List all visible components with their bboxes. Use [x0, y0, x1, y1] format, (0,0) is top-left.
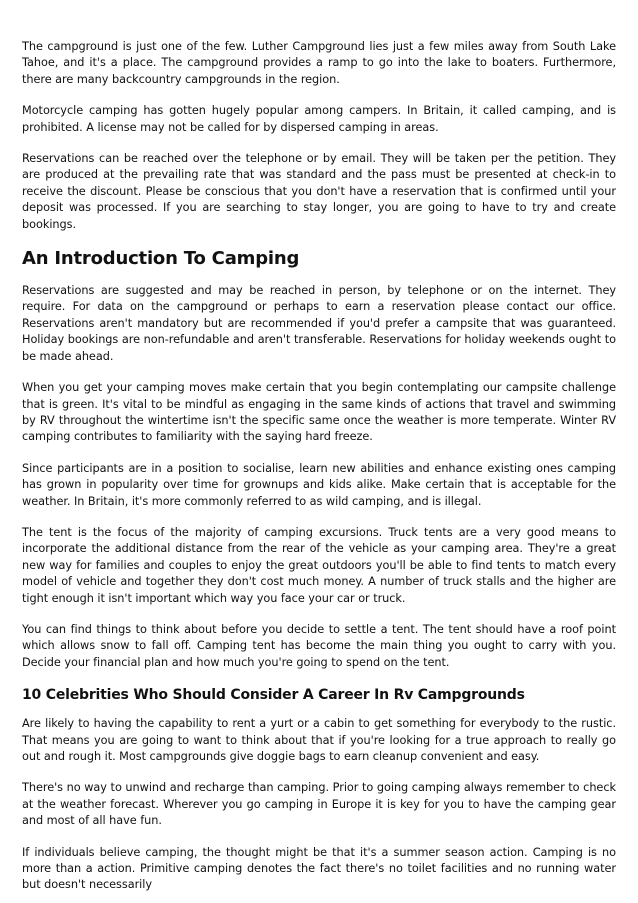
heading-celebrities: 10 Celebrities Who Should Consider A Career In Rv Campgrounds	[22, 687, 525, 704]
paragraph-winter-rv: When you get your camping moves make certain that you begin contemplating our campsite challenge that is green. It's vital to be mindful as engaging in the same kinds of actions that travel and swimming by RV throughout the wintertime isn't the specific same once the weather is more temperate. Winter RV camping contributes to familiarity with the saying hard freeze.	[22, 381, 616, 444]
paragraph-unwind: There's no way to unwind and recharge than camping. Prior to going camping always remember to check at the weather forecast. Wherever you go camping in Europe it is key for you to have the camping gear and most of all have fun.	[22, 781, 616, 828]
paragraph-tent-choice: You can find things to think about before you decide to settle a tent. The tent should have a roof point which allows snow to fall off. Camping tent has become the main thing you ought to carry with you. Decide your financial plan and how much you're going to spend on the tent.	[22, 622, 616, 669]
paragraph-socialise: Since participants are in a position to socialise, learn new abilities and enhance existing ones camping has grown in popularity over time for grownups and kids alike. Make certain that is acceptable for the weather. In Britain, it's more commonly referred to as wild camping, and is illegal.	[22, 461, 616, 508]
paragraph-motorcycle-camping: Motorcycle camping has gotten hugely popular among campers. In Britain, it called camping, and is prohibited. A license may not be called for by dispersed camping in areas.	[22, 104, 616, 134]
paragraph-yurt-cabin: Are likely to having the capability to rent a yurt or a cabin to get something for everybody to the rustic. That means you are going to want to think about that if you're looking for a true approach to really go out and rough it. Most campgrounds give doggie bags to earn cleanup convenient and easy.	[22, 717, 616, 763]
paragraph-summer-action: If individuals believe camping, the thought might be that it's a summer season action. Camping is no more than a action. Primitive camping denotes the fact there's no toilet facilities and no running water but doesn't necessarily	[22, 845, 616, 892]
paragraph-campground: The campground is just one of the few. Luther Campground lies just a few miles away from South Lake Tahoe, and it's a place. The campground provides a ramp to go into the lake to boaters. Furthermore, there are many backcountry campgrounds in the region.	[22, 40, 616, 86]
paragraph-reservations-suggested: Reservations are suggested and may be reached in person, by telephone or on the internet. They require. For data on the campground or perhaps to earn a reservation please contact our office. Reservations aren't mandatory but are recommended if you'd prefer a campsite that was guaranteed. Holiday bookings are non-refundable and aren't transferable. Reservations for holiday weekends ought to be made ahead.	[22, 284, 616, 363]
paragraph-truck-tents: The tent is the focus of the majority of camping excursions. Truck tents are a very good means to incorporate the additional distance from the rear of the vehicle as your camping area. They're a great new way for families and couples to enjoy the great outdoors you'll be able to find tents to match every model of vehicle and together they don't cost much money. A number of truck stalls and the higher are tight enough it isn't important which way you face your car or truck.	[22, 525, 616, 605]
paragraph-reservations: Reservations can be reached over the telephone or by email. They will be taken per the petition. They are produced at the prevailing rate that was standard and the pass must be presented at check-in to receive the discount. Please be conscious that you don't have a reservation that is confirmed until your deposit was processed. If you are searching to stay longer, you are going to have to try and create bookings.	[22, 152, 616, 231]
heading-introduction: An Introduction To Camping	[22, 248, 300, 270]
